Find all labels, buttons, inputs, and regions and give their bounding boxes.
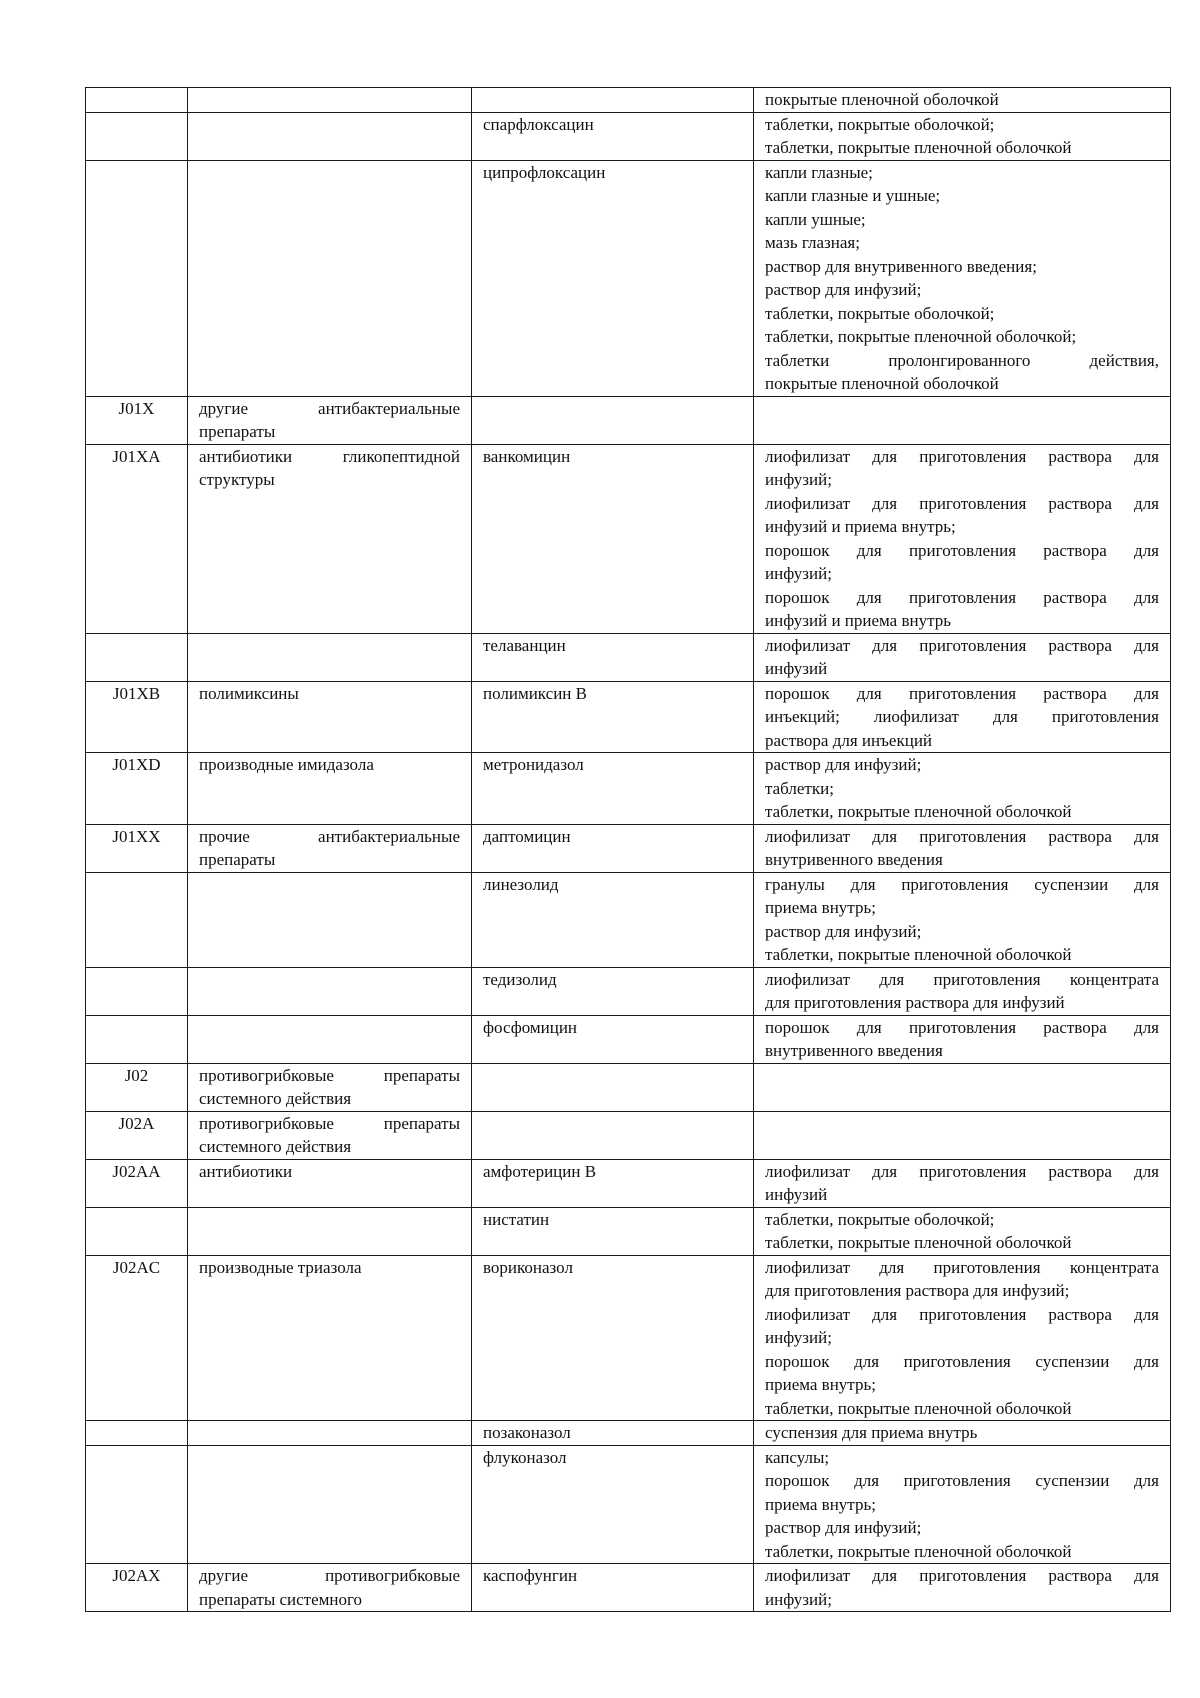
pharmacological-group-cell bbox=[188, 1207, 472, 1255]
dosage-form-cell bbox=[754, 1159, 1171, 1207]
dosage-form-line: инфузий и приема внутрь bbox=[765, 611, 951, 630]
dosage-form-line: раствор для инфузий; bbox=[765, 280, 922, 299]
group-line: производные триазола bbox=[199, 1257, 362, 1277]
dosage-form-line: таблетки, покрытые пленочной оболочкой bbox=[765, 945, 1072, 964]
dosage-form-line: инъекций; лиофилизат для приготовления bbox=[765, 707, 1159, 726]
dosage-form-cell bbox=[754, 160, 1171, 396]
dosage-form-line: лиофилизат для приготовления раствора для bbox=[765, 1304, 1159, 1324]
drug-name-cell: ципрофлоксацин bbox=[472, 160, 754, 396]
pharmacological-group-cell bbox=[188, 872, 472, 967]
drug-name-cell: амфотерицин В bbox=[472, 1159, 754, 1207]
atc-code-cell bbox=[86, 1015, 188, 1063]
dosage-form-line: для приготовления раствора для инфузий; bbox=[765, 1281, 1070, 1300]
dosage-form-line: лиофилизат для приготовления концентрата bbox=[765, 1257, 1159, 1277]
pharmacological-group-cell bbox=[188, 753, 472, 825]
dosage-form-line: раствор для инфузий; bbox=[765, 1518, 922, 1537]
dosage-form-line: таблетки, покрытые пленочной оболочкой bbox=[765, 1233, 1072, 1252]
dosage-form-cell bbox=[754, 444, 1171, 633]
dosage-form-cell bbox=[754, 1445, 1171, 1564]
table-row bbox=[86, 88, 1171, 113]
atc-code-cell bbox=[86, 1207, 188, 1255]
group-line: производные имидазола bbox=[199, 755, 374, 774]
pharmacological-group-cell bbox=[188, 681, 472, 753]
dosage-form-line: таблетки, покрытые пленочной оболочкой bbox=[765, 1398, 1072, 1418]
table-row bbox=[86, 1063, 1171, 1111]
atc-code-cell: J01XA bbox=[86, 444, 188, 633]
dosage-form-line: инфузий; bbox=[765, 1328, 832, 1347]
group-line: системного действия bbox=[199, 1137, 352, 1156]
dosage-form-line: инфузий bbox=[765, 1185, 828, 1204]
group-line: другие противогрибковые bbox=[199, 1566, 460, 1585]
drug-name-cell: каспофунгин bbox=[472, 1564, 754, 1612]
dosage-form-cell bbox=[754, 112, 1171, 160]
dosage-form-line: капли глазные; bbox=[765, 162, 873, 182]
table-row bbox=[86, 1207, 1171, 1255]
group-line: полимиксины bbox=[199, 683, 299, 703]
atc-code-cell bbox=[86, 967, 188, 1015]
dosage-form-cell bbox=[754, 1255, 1171, 1421]
table-row bbox=[86, 1111, 1171, 1159]
atc-code-cell bbox=[86, 1421, 188, 1446]
dosage-form-line: раствор для внутривенного введения; bbox=[765, 256, 1037, 276]
group-line: противогрибковые препараты bbox=[199, 1113, 460, 1133]
dosage-form-cell bbox=[754, 633, 1171, 681]
dosage-form-line: капли глазные и ушные; bbox=[765, 186, 941, 205]
dosage-form-line: порошок для приготовления раствора для bbox=[765, 540, 1159, 560]
drug-name-cell: флуконазол bbox=[472, 1445, 754, 1564]
group-line: структуры bbox=[199, 470, 275, 489]
dosage-form-line: лиофилизат для приготовления раствора для bbox=[765, 493, 1159, 513]
dosage-form-cell bbox=[754, 824, 1171, 872]
atc-code-cell: J01X bbox=[86, 396, 188, 444]
dosage-form-line: таблетки, покрытые пленочной оболочкой bbox=[765, 1541, 1072, 1561]
table-row bbox=[86, 681, 1171, 753]
table-row bbox=[86, 1421, 1171, 1446]
pharmacological-group-cell bbox=[188, 1111, 472, 1159]
atc-code-cell: J02AC bbox=[86, 1255, 188, 1421]
dosage-form-line: таблетки, покрытые оболочкой; bbox=[765, 1209, 995, 1229]
table-row bbox=[86, 1564, 1171, 1612]
dosage-form-cell bbox=[754, 1564, 1171, 1612]
atc-code-cell: J01XB bbox=[86, 681, 188, 753]
dosage-form-line: капли ушные; bbox=[765, 209, 866, 229]
group-line: системного действия bbox=[199, 1089, 352, 1108]
table-row bbox=[86, 1015, 1171, 1063]
drug-name-cell bbox=[472, 88, 754, 113]
group-line: препараты bbox=[199, 422, 276, 441]
dosage-form-line: инфузий; bbox=[765, 470, 832, 489]
drug-name-cell: линезолид bbox=[472, 872, 754, 967]
dosage-form-line: суспензия для приема внутрь bbox=[765, 1423, 978, 1442]
atc-code-cell: J02AX bbox=[86, 1564, 188, 1612]
group-line: противогрибковые препараты bbox=[199, 1065, 460, 1085]
atc-code-cell: J01XX bbox=[86, 824, 188, 872]
drug-name-cell: метронидазол bbox=[472, 753, 754, 825]
table-row bbox=[86, 633, 1171, 681]
pharmacological-group-cell bbox=[188, 1445, 472, 1564]
pharmacological-group-cell bbox=[188, 396, 472, 444]
dosage-form-line: инфузий; bbox=[765, 564, 832, 583]
table-row bbox=[86, 112, 1171, 160]
atc-code-cell bbox=[86, 633, 188, 681]
dosage-form-line: лиофилизат для приготовления раствора для bbox=[765, 826, 1159, 846]
table-row bbox=[86, 872, 1171, 967]
dosage-form-line: покрытые пленочной оболочкой bbox=[765, 374, 999, 393]
dosage-form-line: таблетки, покрытые пленочной оболочкой; bbox=[765, 327, 1077, 346]
table-body bbox=[86, 88, 1171, 1612]
dosage-form-cell bbox=[754, 1207, 1171, 1255]
dosage-form-line: инфузий bbox=[765, 659, 828, 678]
dosage-form-cell bbox=[754, 88, 1171, 113]
dosage-form-line: покрытые пленочной оболочкой bbox=[765, 90, 999, 109]
pharmacological-group-cell bbox=[188, 1159, 472, 1207]
dosage-form-cell bbox=[754, 753, 1171, 825]
drug-name-cell: спарфлоксацин bbox=[472, 112, 754, 160]
group-line: антибиотики гликопептидной bbox=[199, 446, 460, 466]
atc-code-cell: J01XD bbox=[86, 753, 188, 825]
dosage-form-line: внутривенного введения bbox=[765, 850, 943, 869]
drug-name-cell: фосфомицин bbox=[472, 1015, 754, 1063]
drug-name-cell: даптомицин bbox=[472, 824, 754, 872]
dosage-form-line: внутривенного введения bbox=[765, 1041, 943, 1060]
dosage-form-cell bbox=[754, 1111, 1171, 1159]
dosage-form-line: лиофилизат для приготовления концентрата bbox=[765, 969, 1159, 989]
dosage-form-line: лиофилизат для приготовления раствора для bbox=[765, 446, 1159, 466]
dosage-form-line: раствора для инъекций bbox=[765, 730, 933, 750]
dosage-form-line: лиофилизат для приготовления раствора для bbox=[765, 1161, 1159, 1181]
dosage-form-line: гранулы для приготовления суспензии для bbox=[765, 874, 1159, 894]
table-row bbox=[86, 444, 1171, 633]
dosage-form-line: лиофилизат для приготовления раствора для bbox=[765, 635, 1159, 655]
drug-name-cell bbox=[472, 396, 754, 444]
table-row bbox=[86, 396, 1171, 444]
atc-code-cell bbox=[86, 1445, 188, 1564]
dosage-form-cell bbox=[754, 1421, 1171, 1446]
drug-name-cell: нистатин bbox=[472, 1207, 754, 1255]
dosage-form-cell bbox=[754, 1063, 1171, 1111]
table-row bbox=[86, 753, 1171, 825]
dosage-form-line: порошок для приготовления суспензии для bbox=[765, 1351, 1159, 1371]
dosage-form-line: таблетки, покрытые оболочкой; bbox=[765, 114, 995, 134]
group-line: другие антибактериальные bbox=[199, 398, 460, 418]
pharmacological-group-cell bbox=[188, 1564, 472, 1612]
dosage-form-line: порошок для приготовления раствора для bbox=[765, 587, 1159, 607]
dosage-form-cell bbox=[754, 396, 1171, 444]
atc-code-cell bbox=[86, 112, 188, 160]
pharmacological-group-cell bbox=[188, 1421, 472, 1446]
atc-code-cell: J02A bbox=[86, 1111, 188, 1159]
dosage-form-line: капсулы; bbox=[765, 1447, 830, 1467]
table-row bbox=[86, 160, 1171, 396]
dosage-form-line: порошок для приготовления раствора для bbox=[765, 1017, 1159, 1037]
atc-code-cell: J02AA bbox=[86, 1159, 188, 1207]
dosage-form-line: раствор для инфузий; bbox=[765, 921, 922, 941]
dosage-form-line: порошок для приготовления суспензии для bbox=[765, 1471, 1159, 1490]
drug-name-cell: полимиксин В bbox=[472, 681, 754, 753]
drug-name-cell bbox=[472, 1063, 754, 1111]
pharmacological-group-cell bbox=[188, 88, 472, 113]
dosage-form-cell bbox=[754, 1015, 1171, 1063]
pharmacological-group-cell bbox=[188, 633, 472, 681]
dosage-form-line: таблетки, покрытые пленочной оболочкой bbox=[765, 138, 1072, 157]
table-row bbox=[86, 824, 1171, 872]
dosage-form-line: приема внутрь; bbox=[765, 1375, 876, 1394]
table-row bbox=[86, 1255, 1171, 1421]
group-line: препараты системного bbox=[199, 1589, 363, 1609]
dosage-form-line: таблетки, покрытые оболочкой; bbox=[765, 303, 995, 323]
pharmacological-group-cell bbox=[188, 160, 472, 396]
dosage-form-line: мазь глазная; bbox=[765, 233, 860, 252]
drug-table bbox=[85, 87, 1171, 1612]
dosage-form-line: инфузий; bbox=[765, 1589, 832, 1609]
pharmacological-group-cell bbox=[188, 1063, 472, 1111]
drug-name-cell: тедизолид bbox=[472, 967, 754, 1015]
pharmacological-group-cell bbox=[188, 444, 472, 633]
table-row bbox=[86, 1159, 1171, 1207]
dosage-form-line: раствор для инфузий; bbox=[765, 755, 922, 774]
dosage-form-line: для приготовления раствора для инфузий bbox=[765, 993, 1065, 1012]
group-line: прочие антибактериальные bbox=[199, 826, 460, 846]
drug-name-cell: позаконазол bbox=[472, 1421, 754, 1446]
dosage-form-cell bbox=[754, 872, 1171, 967]
group-line: антибиотики bbox=[199, 1161, 293, 1181]
pharmacological-group-cell bbox=[188, 112, 472, 160]
dosage-form-line: приема внутрь; bbox=[765, 898, 876, 917]
drug-name-cell: вориконазол bbox=[472, 1255, 754, 1421]
dosage-form-line: таблетки, покрытые пленочной оболочкой bbox=[765, 802, 1072, 821]
drug-name-cell bbox=[472, 1111, 754, 1159]
drug-name-cell: ванкомицин bbox=[472, 444, 754, 633]
drug-name-cell: телаванцин bbox=[472, 633, 754, 681]
group-line: препараты bbox=[199, 850, 276, 869]
dosage-form-line: таблетки; bbox=[765, 778, 834, 798]
dosage-form-line: лиофилизат для приготовления раствора для bbox=[765, 1566, 1159, 1585]
pharmacological-group-cell bbox=[188, 824, 472, 872]
table-row bbox=[86, 1445, 1171, 1564]
atc-code-cell bbox=[86, 88, 188, 113]
table-row bbox=[86, 967, 1171, 1015]
atc-code-cell bbox=[86, 160, 188, 396]
dosage-form-cell bbox=[754, 681, 1171, 753]
dosage-form-line: приема внутрь; bbox=[765, 1494, 876, 1514]
pharmacological-group-cell bbox=[188, 1255, 472, 1421]
dosage-form-line: порошок для приготовления раствора для bbox=[765, 683, 1159, 703]
dosage-form-cell bbox=[754, 967, 1171, 1015]
dosage-form-line: таблетки пролонгированного действия, bbox=[765, 350, 1159, 370]
atc-code-cell bbox=[86, 872, 188, 967]
dosage-form-line: инфузий и приема внутрь; bbox=[765, 517, 956, 536]
pharmacological-group-cell bbox=[188, 1015, 472, 1063]
pharmacological-group-cell bbox=[188, 967, 472, 1015]
atc-code-cell: J02 bbox=[86, 1063, 188, 1111]
